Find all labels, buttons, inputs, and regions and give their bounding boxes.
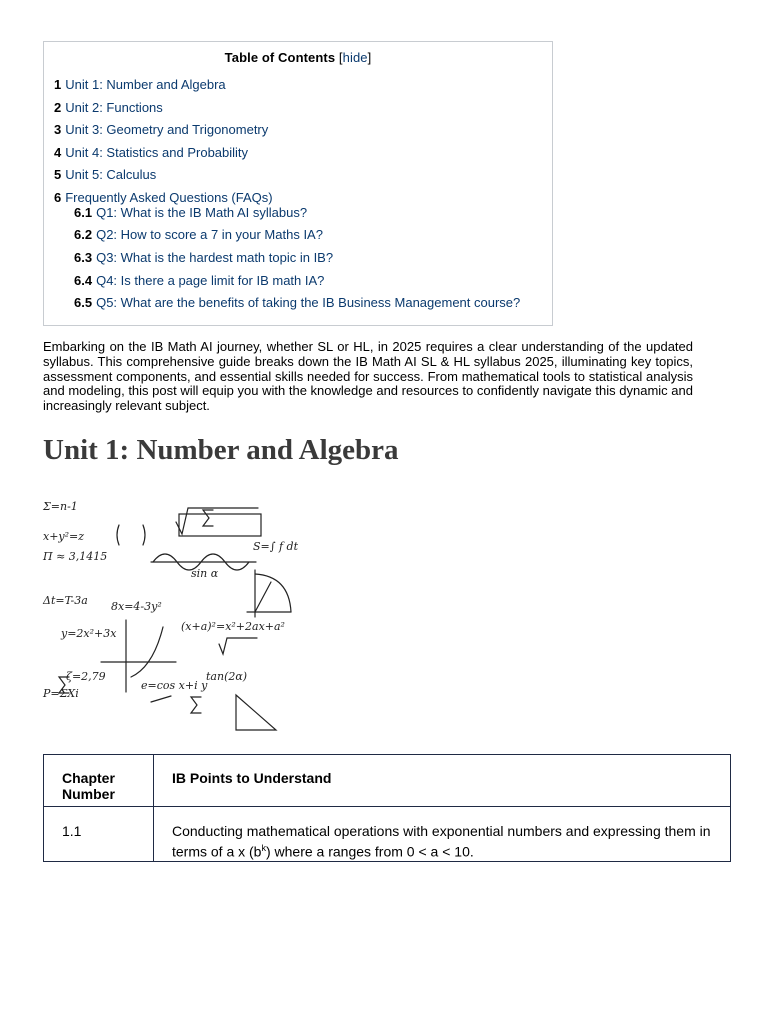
formula-text: Σ=n-1 bbox=[43, 500, 78, 513]
toc-item-6-1[interactable] bbox=[74, 205, 307, 220]
toc-item-1[interactable] bbox=[54, 77, 226, 92]
points-text-end: ) where a ranges from 0 < a < 10. bbox=[265, 843, 474, 860]
toc-item-2[interactable] bbox=[54, 100, 163, 115]
toc-item-4[interactable] bbox=[54, 145, 248, 160]
syllabus-table bbox=[43, 754, 731, 862]
toc-item-number: 2 bbox=[54, 100, 62, 115]
formula-text: Δt=T-3a bbox=[43, 594, 88, 607]
formula-text: Π ≈ 3,1415 bbox=[43, 550, 108, 563]
toc-title-row bbox=[44, 50, 552, 65]
formula-text: P=ΣXi bbox=[43, 687, 79, 700]
toc-hide-open: [ bbox=[338, 50, 343, 65]
toc-item-label[interactable]: Unit 4: Statistics and Probability bbox=[65, 145, 249, 160]
toc-item-label[interactable]: Q1: What is the IB Math AI syllabus? bbox=[96, 205, 308, 220]
section-heading: Unit 1: Number and Algebra bbox=[43, 434, 399, 466]
toc-hide-link[interactable]: hide bbox=[342, 50, 368, 65]
toc-item-6-3[interactable] bbox=[74, 250, 333, 265]
table-row bbox=[44, 807, 731, 862]
toc-item-label[interactable]: Unit 3: Geometry and Trigonometry bbox=[65, 122, 269, 137]
formula-text: tan(2α) bbox=[206, 670, 248, 683]
toc-item-6-2[interactable] bbox=[74, 227, 323, 242]
toc-item-number: 1 bbox=[54, 77, 62, 92]
table-header-points: IB Points to Understand bbox=[154, 755, 731, 807]
formula-text: y=2x²+3x bbox=[61, 627, 117, 640]
points-text: Conducting mathematical operations with exponential numbers and expressing them in terms of a x (b bbox=[172, 823, 711, 860]
toc-item-6-5[interactable] bbox=[74, 295, 520, 310]
toc-item-label[interactable]: Unit 5: Calculus bbox=[65, 167, 157, 182]
formula-text: S=∫ f dt bbox=[253, 540, 299, 553]
toc-item-number: 6.3 bbox=[74, 250, 93, 265]
toc-item-number: 6.4 bbox=[74, 273, 93, 288]
table-of-contents bbox=[43, 41, 553, 326]
toc-item-label[interactable]: Unit 2: Functions bbox=[65, 100, 163, 115]
toc-item-6[interactable] bbox=[54, 190, 273, 205]
toc-hide-close: ] bbox=[367, 50, 372, 65]
toc-item-number: 6.1 bbox=[74, 205, 93, 220]
formula-text: sin α bbox=[191, 567, 219, 580]
toc-item-label[interactable]: Unit 1: Number and Algebra bbox=[65, 77, 226, 92]
math-formulas-image bbox=[41, 492, 309, 740]
table-cell-points bbox=[154, 807, 731, 862]
toc-item-5[interactable] bbox=[54, 167, 156, 182]
formula-text: 8x=4-3y² bbox=[111, 600, 162, 613]
toc-item-number: 3 bbox=[54, 122, 62, 137]
formula-text: ζ=2,79 bbox=[66, 670, 106, 683]
intro-paragraph: Embarking on the IB Math AI journey, whether SL or HL, in 2025 requires a clear understanding of the updated syllabus. This comprehensive guide breaks down the IB Math AI SL & HL syllabus 2025, illuminating key topics, assessment components, and essential skills needed for success. From mathematical tools to statistical analysis and modeling, this post will equip you with the knowledge and resources to confidently navigate this dynamic and increasingly relevant subject. bbox=[43, 339, 693, 414]
toc-title: Table of Contents bbox=[224, 50, 336, 65]
toc-item-number: 6.2 bbox=[74, 227, 93, 242]
formula-text: (x+a)²=x²+2ax+a² bbox=[181, 620, 285, 633]
toc-item-label[interactable]: Q5: What are the benefits of taking the IB Business Management course? bbox=[96, 295, 521, 310]
toc-item-label[interactable]: Q4: Is there a page limit for IB math IA? bbox=[96, 273, 325, 288]
toc-item-number: 6.5 bbox=[74, 295, 93, 310]
toc-item-label[interactable]: Frequently Asked Questions (FAQs) bbox=[65, 190, 273, 205]
table-cell-chapter: 1.1 bbox=[44, 807, 154, 862]
toc-item-number: 6 bbox=[54, 190, 62, 205]
toc-item-number: 4 bbox=[54, 145, 62, 160]
toc-item-label[interactable]: Q2: How to score a 7 in your Maths IA? bbox=[96, 227, 323, 242]
table-header-row bbox=[44, 755, 731, 807]
toc-item-number: 5 bbox=[54, 167, 62, 182]
formula-text: e=cos x+i y bbox=[141, 679, 208, 692]
toc-item-3[interactable] bbox=[54, 122, 268, 137]
points-superscript: k bbox=[261, 843, 266, 853]
toc-item-6-4[interactable] bbox=[74, 273, 324, 288]
table-header-chapter: Chapter Number bbox=[44, 755, 154, 807]
toc-item-label[interactable]: Q3: What is the hardest math topic in IB? bbox=[96, 250, 334, 265]
formula-text: x+y²=z bbox=[43, 530, 85, 543]
